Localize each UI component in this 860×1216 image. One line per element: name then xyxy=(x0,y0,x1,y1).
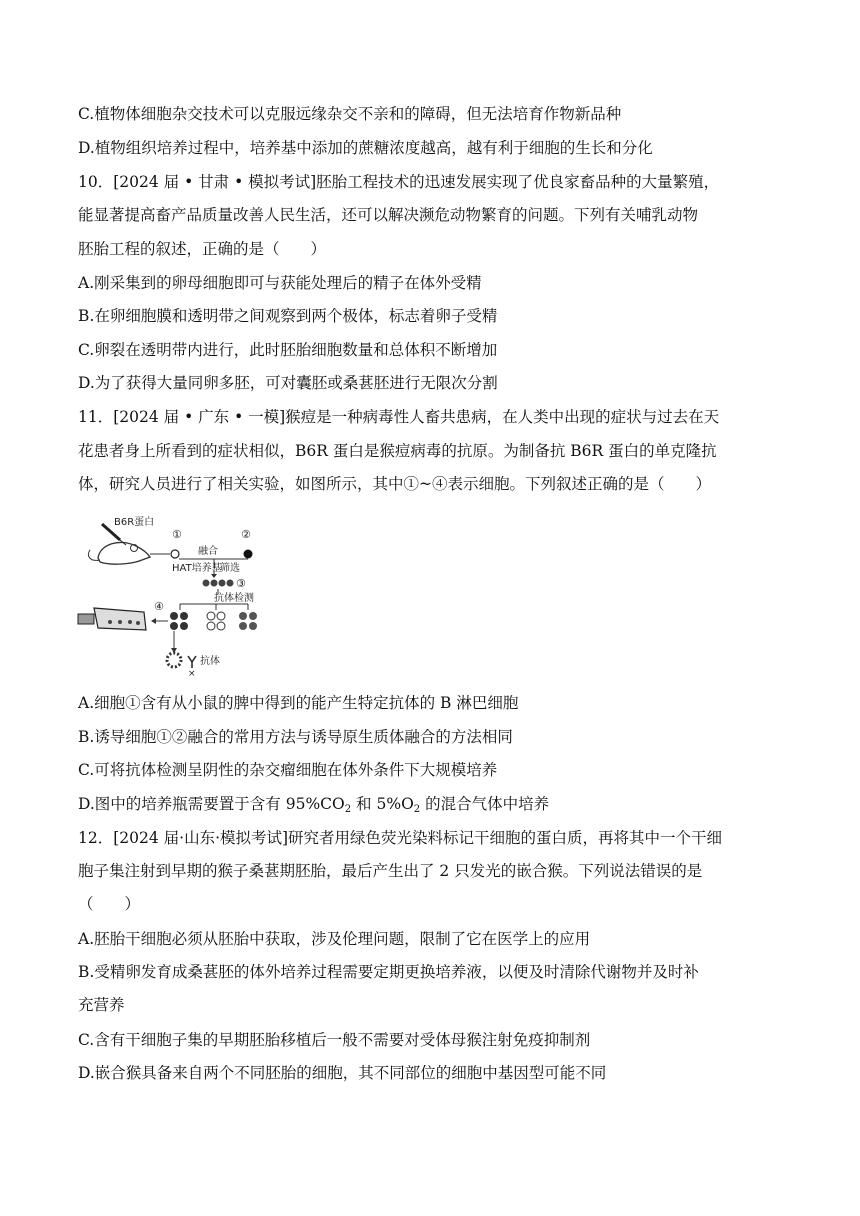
q12-stem-line3: （ ） xyxy=(78,895,141,913)
x-mark: × xyxy=(188,669,196,677)
q12-option-d: D.嵌合猴具备来自两个不同胚胎的细胞，其不同部位的细胞中基因型可能不同 xyxy=(78,1064,607,1082)
b6r-label: B6R蛋白 xyxy=(114,517,155,528)
q12-option-a: A.胚胎干细胞必须从胚胎中获取，涉及伦理问题，限制了它在医学上的应用 xyxy=(78,930,591,948)
q11-stem-line2: 花患者身上所看到的症状相似，B6R 蛋白是猴痘病毒的抗原。为制备抗 B6R 蛋白的单克隆抗 xyxy=(78,442,717,460)
monoclonal-antibody-diagram xyxy=(76,512,272,677)
fusion-label: 融合 xyxy=(198,546,218,557)
culture-flask-icon xyxy=(78,608,146,630)
q11-stem-line1: 11．[2024 届 • 广东 • 一模]猴痘是一种病毒性人畜共患病，在人类中出现的症状与过去在天 xyxy=(78,408,720,426)
q12-option-c: C.含有干细胞子集的早期胚胎移植后一般不需要对受体母猴注射免疫抑制剂 xyxy=(78,1031,591,1049)
q11-option-c: C.可将抗体检测呈阴性的杂交瘤细胞在体外条件下大规模培养 xyxy=(78,761,498,779)
q12-option-b-line2: 充营养 xyxy=(78,996,125,1014)
cell-1-label: ① xyxy=(172,528,182,541)
q11-option-d: D.图中的培养瓶需要置于含有 $95\%CO_2$ 和 $5\%O_2$ 的混合气体中培养 xyxy=(78,795,550,815)
q11-stem-line3: 体，研究人员进行了相关实验，如图所示，其中①~④表示细胞。下列叙述正确的是（ ） xyxy=(78,475,711,493)
cell-clone-group-3 xyxy=(239,612,257,630)
q11-option-b: B.诱导细胞①②融合的常用方法与诱导原生质体融合的方法相同 xyxy=(78,728,513,746)
antibody-detection-label: 抗体检测 xyxy=(214,593,254,604)
q9-option-d: D.植物组织培养过程中，培养基中添加的蔗糖浓度越高，越有利于细胞的生长和分化 xyxy=(78,139,653,157)
cell-clone-group-1 xyxy=(170,612,188,630)
q10-option-d: D.为了获得大量同卵多胚，可对囊胚或桑葚胚进行无限次分割 xyxy=(78,374,498,392)
q12-stem-line2: 胞子集注射到早期的猴子桑葚期胚胎，最后产生出了 2 只发光的嵌合猴。下列说法错误的是 xyxy=(78,862,703,880)
q12-option-b-line1: B.受精卵发育成桑葚胚的体外培养过程需要定期更换培养液，以便及时清除代谢物并及时补 xyxy=(78,963,699,981)
hybrid-cells-icon xyxy=(203,580,234,587)
virus-icon xyxy=(167,653,181,667)
q10-stem-line3: 胚胎工程的叙述，正确的是（ ） xyxy=(78,240,327,258)
cell-4-label: ④ xyxy=(154,600,164,613)
q10-stem-line1: 10．[2024 届 • 甘肃 • 模拟考试]胚胎工程技术的迅速发展实现了优良家畜品种的大量繁殖， xyxy=(78,173,720,191)
q10-option-a: A.刚采集到的卵母细胞即可与获能处理后的精子在体外受精 xyxy=(78,274,482,292)
cell-clone-group-2 xyxy=(207,612,225,630)
screening-label: 筛选 xyxy=(220,563,240,574)
cell-2-label: ② xyxy=(241,528,251,541)
q12-stem-line1: 12．[2024 届·山东·模拟考试]研究者用绿色荧光染料标记干细胞的蛋白质，再将其中一个干细 xyxy=(78,829,723,847)
cell-2-icon xyxy=(244,550,253,559)
cell-1-icon xyxy=(171,550,179,558)
q10-option-c: C.卵裂在透明带内进行，此时胚胎细胞数量和总体积不断增加 xyxy=(78,341,498,359)
hat-medium-label: HAT培养基 xyxy=(172,563,222,574)
q10-option-b: B.在卵细胞膜和透明带之间观察到两个极体，标志着卵子受精 xyxy=(78,307,498,325)
q9-option-c: C.植物体细胞杂交技术可以克服远缘杂交不亲和的障碍，但无法培育作物新品种 xyxy=(78,105,622,123)
cell-3-label: ③ xyxy=(236,577,246,590)
q10-stem-line2: 能显著提高畜产品质量改善人民生活，还可以解决濒危动物繁育的问题。下列有关哺乳动物 xyxy=(78,206,699,224)
antibody-label: 抗体 xyxy=(200,656,220,667)
q11-option-a: A.细胞①含有从小鼠的脾中得到的能产生特定抗体的 B 淋巴细胞 xyxy=(78,694,519,712)
mouse-icon xyxy=(88,542,150,564)
antibody-icon xyxy=(188,656,196,668)
